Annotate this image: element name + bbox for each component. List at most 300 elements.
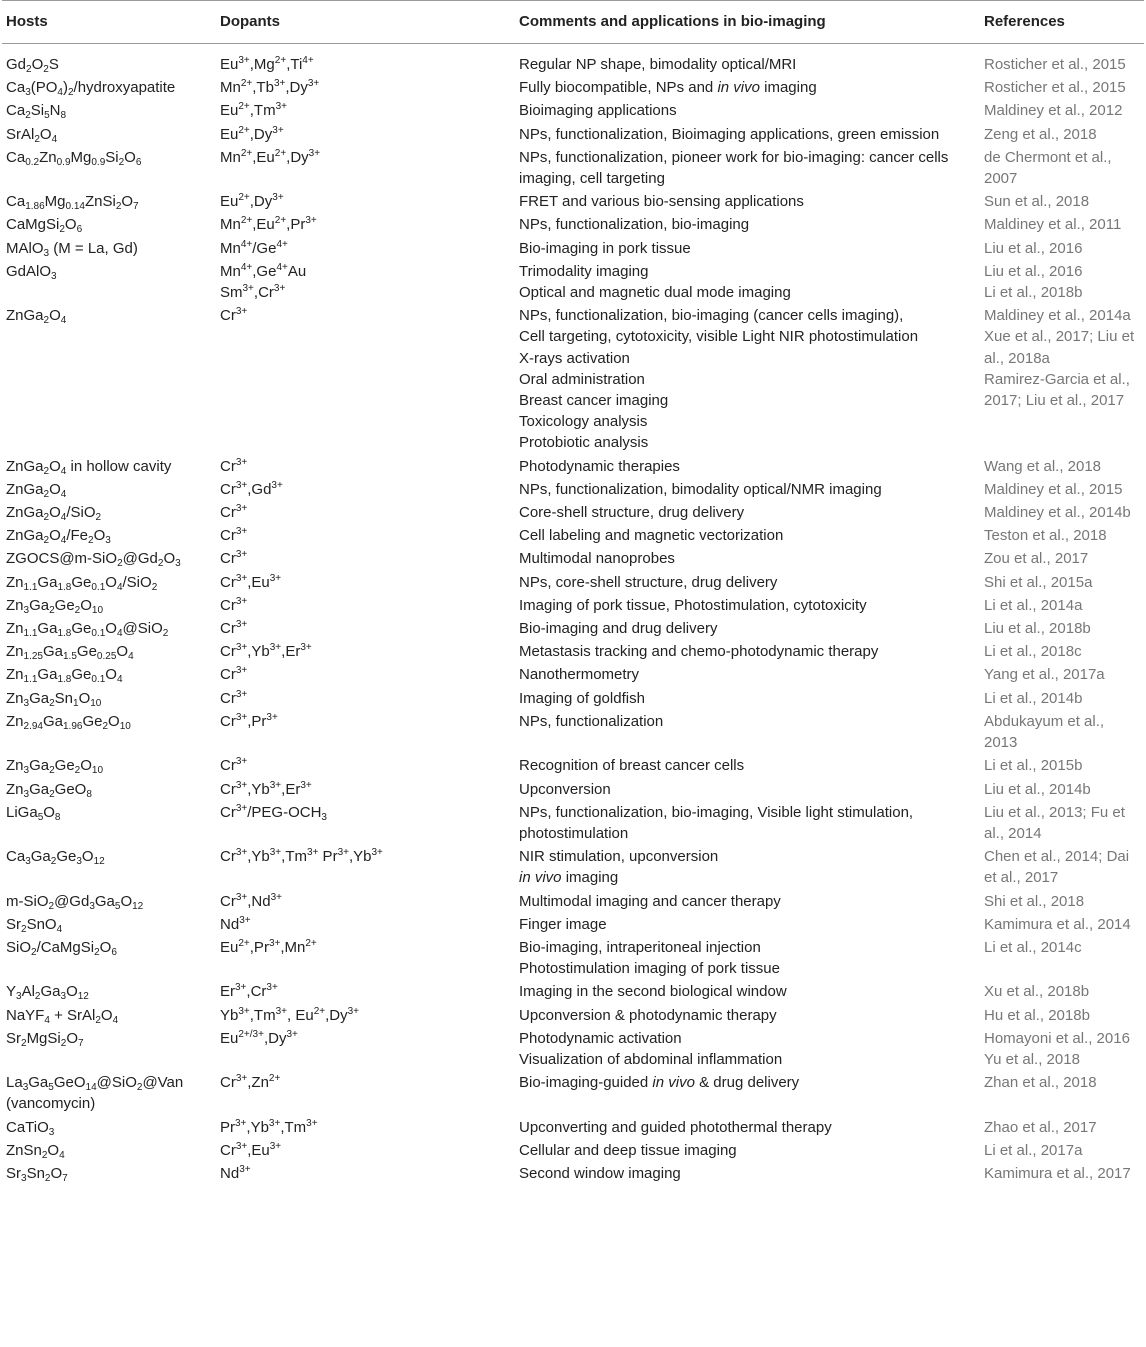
dopant-line: $Eu^{2+/3+},Dy^{3+}$ xyxy=(220,1028,298,1047)
references-cell xyxy=(980,844,1144,888)
comment-line: Bio-imaging, intraperitoneal injection xyxy=(519,938,761,956)
references-cell xyxy=(980,1070,1144,1114)
host-cell: $Sr_3Sn_2O_7$ xyxy=(6,1164,68,1184)
references-cell xyxy=(980,777,1144,800)
reference-line: Li et al., 2018b xyxy=(984,284,1083,302)
comments-cell xyxy=(515,709,980,753)
dopants-cell xyxy=(216,500,515,523)
dopant-line: $Cr^{3+}/PEG-OCH_3$ xyxy=(220,802,327,823)
reference-line: Rosticher et al., 2015 xyxy=(984,56,1126,73)
table-row xyxy=(2,212,1144,235)
dopant-line: $Eu^{2+},Pr^{3+},Mn^{2+}$ xyxy=(220,937,317,956)
dopant-line: $Cr^{3+}$ xyxy=(220,688,248,707)
table-row xyxy=(2,616,1144,639)
reference-line: Chen et al., 2014; Dai et al., 2017 xyxy=(984,848,1130,887)
header-row xyxy=(2,1,1144,44)
dopants-cell xyxy=(216,145,515,189)
dopants-cell xyxy=(216,1026,515,1070)
comments-cell xyxy=(515,662,980,685)
comments-cell xyxy=(515,500,980,523)
host-cell: $ZnGa_2O_4/Fe_2O_3$ xyxy=(6,527,111,547)
references-cell xyxy=(980,546,1144,569)
dopant-line: $Cr^{3+},Eu^{3+}$ xyxy=(220,1140,282,1159)
dopant-line: $Eu^{2+},Tm^{3+}$ xyxy=(220,101,287,120)
host-cell: $Sr_2SnO_4$ xyxy=(6,915,63,935)
host-cell: $Zn_{1.25}Ga_{1.5}Ge_{0.25}O_4$ xyxy=(6,643,134,663)
comments-cell xyxy=(515,912,980,935)
reference-line: Shi et al., 2015a xyxy=(984,573,1093,591)
comment-line: Breast cancer imaging xyxy=(519,392,669,410)
references-cell xyxy=(980,523,1144,546)
comment-line: Second window imaging xyxy=(519,1164,681,1182)
comment-line: Bioimaging applications xyxy=(519,102,677,120)
comment-line: Cellular and deep tissue imaging xyxy=(519,1141,737,1159)
table-row xyxy=(2,570,1144,593)
dopant-line: $Mn^{2+},Tb^{3+},Dy^{3+}$ xyxy=(220,78,320,97)
references-cell xyxy=(980,44,1144,76)
comment-line: X-rays activation xyxy=(519,349,630,367)
references-cell xyxy=(980,1026,1144,1070)
comment-line: Fully biocompatible, NPs and in vivo imaging xyxy=(519,79,817,97)
dopant-line: $Mn^{2+},Eu^{2+},Pr^{3+}$ xyxy=(220,215,317,234)
host-cell: $Ca_3Ga_2Ge_3O_{12}$ xyxy=(6,848,105,868)
reference-line: Maldiney et al., 2012 xyxy=(984,102,1123,120)
reference-line: Shi et al., 2018 xyxy=(984,892,1085,910)
reference-line: Kamimura et al., 2017 xyxy=(984,1164,1131,1182)
dopant-line: $Er^{3+},Cr^{3+}$ xyxy=(220,982,278,1001)
dopants-cell xyxy=(216,1070,515,1114)
host-cell: $Ca_3(PO_4)_2$/hydroxyapatite xyxy=(6,79,176,99)
references-cell xyxy=(980,454,1144,477)
comment-line: NPs, functionalization, pioneer work for bio-imaging: cancer cells imaging, cell targeting xyxy=(519,148,949,188)
dopants-cell xyxy=(216,212,515,235)
comments-cell xyxy=(515,935,980,979)
comments-cell xyxy=(515,616,980,639)
dopants-cell xyxy=(216,122,515,145)
dopants-cell xyxy=(216,662,515,685)
dopants-cell xyxy=(216,44,515,76)
comment-line: NPs, functionalization, bio-imaging, Visible light stimulation, photostimulation xyxy=(519,803,914,842)
dopants-cell xyxy=(216,844,515,888)
host-cell: $Zn_{1.1}Ga_{1.8}Ge_{0.1}O_4@SiO_2$ xyxy=(6,620,169,640)
table-row xyxy=(2,1026,1144,1070)
dopant-line: $Cr^{3+},Yb^{3+},Tm^{3+}$ $Pr^{3+},Yb^{3+}$ xyxy=(220,847,383,866)
dopants-cell xyxy=(216,303,515,453)
comment-line: NPs, functionalization xyxy=(519,712,664,730)
reference-line: Teston et al., 2018 xyxy=(984,527,1107,545)
header-dopants: Dopants xyxy=(216,1,515,44)
host-cell: $Ca_{0.2}Zn_{0.9}Mg_{0.9}Si_2O_6$ xyxy=(6,148,142,168)
host-cell: $Sr_2MgSi_2O_7$ xyxy=(6,1029,84,1049)
reference-line: Sun et al., 2018 xyxy=(984,193,1090,211)
comments-cell xyxy=(515,1026,980,1070)
dopants-cell xyxy=(216,98,515,121)
comment-line: Imaging in the second biological window xyxy=(519,983,787,1001)
comments-cell xyxy=(515,570,980,593)
comments-cell xyxy=(515,122,980,145)
references-cell xyxy=(980,593,1144,616)
comments-cell xyxy=(515,1070,980,1114)
dopants-cell xyxy=(216,639,515,662)
reference-line: Zeng et al., 2018 xyxy=(984,125,1097,143)
dopant-line: $Cr^{3+}$ xyxy=(220,526,248,545)
table-body xyxy=(2,44,1144,1185)
references-cell xyxy=(980,145,1144,189)
references-cell xyxy=(980,889,1144,912)
reference-line: Liu et al., 2014b xyxy=(984,780,1091,798)
reference-line: Li et al., 2014b xyxy=(984,689,1083,707)
dopants-cell xyxy=(216,889,515,912)
host-cell: $Zn_3Ga_2Ge_2O_{10}$ xyxy=(6,596,104,616)
references-cell xyxy=(980,1161,1144,1184)
table-row xyxy=(2,844,1144,888)
reference-line: Li et al., 2014a xyxy=(984,596,1083,614)
reference-line: Wang et al., 2018 xyxy=(984,457,1102,475)
reference-line: Maldiney et al., 2015 xyxy=(984,480,1123,498)
table-row xyxy=(2,189,1144,212)
comments-cell xyxy=(515,454,980,477)
hosts-dopants-table xyxy=(2,0,1144,1184)
comment-line: Photodynamic activation xyxy=(519,1029,682,1047)
dopant-line: $Cr^{3+},Nd^{3+}$ xyxy=(220,891,282,910)
header-comments: Comments and applications in bio-imaging xyxy=(515,1,980,44)
reference-line: Liu et al., 2018b xyxy=(984,620,1091,638)
table-row xyxy=(2,889,1144,912)
comments-cell xyxy=(515,303,980,453)
dopant-line: $Eu^{2+},Dy^{3+}$ xyxy=(220,192,284,211)
reference-line: Li et al., 2017a xyxy=(984,1141,1083,1159)
comments-cell xyxy=(515,979,980,1002)
reference-line: Hu et al., 2018b xyxy=(984,1006,1090,1024)
comments-cell xyxy=(515,753,980,776)
host-cell: $Ca_2Si_5N_8$ xyxy=(6,102,67,122)
comment-line: NPs, functionalization, Bioimaging applications, green emission xyxy=(519,125,940,143)
dopants-cell xyxy=(216,616,515,639)
comment-line: NIR stimulation, upconversion xyxy=(519,848,719,866)
table-row xyxy=(2,912,1144,935)
reference-line: Ramirez-Garcia et al., 2017; Liu et al., 2017 xyxy=(984,370,1130,410)
dopants-cell xyxy=(216,570,515,593)
comments-cell xyxy=(515,477,980,500)
comment-line: Oral administration xyxy=(519,370,645,388)
host-cell: $ZnSn_2O_4$ xyxy=(6,1141,65,1161)
references-cell xyxy=(980,709,1144,753)
references-cell xyxy=(980,616,1144,639)
references-cell xyxy=(980,500,1144,523)
dopants-cell xyxy=(216,800,515,844)
dopants-cell xyxy=(216,523,515,546)
dopants-cell xyxy=(216,1138,515,1161)
reference-line: Li et al., 2018c xyxy=(984,643,1082,661)
table-row xyxy=(2,236,1144,259)
comment-line: Cell targeting, cytotoxicity, visible Light NIR photostimulation xyxy=(519,328,919,346)
comment-line: Upconverting and guided photothermal therapy xyxy=(519,1118,832,1136)
references-cell xyxy=(980,1115,1144,1138)
dopants-cell xyxy=(216,753,515,776)
host-cell: $Zn_3Ga_2GeO_8$ xyxy=(6,780,92,800)
comments-cell xyxy=(515,236,980,259)
dopant-line: $Eu^{3+},Mg^{2+},Ti^{4+}$ xyxy=(220,55,314,73)
table-row xyxy=(2,98,1144,121)
table-row xyxy=(2,686,1144,709)
host-cell: $ZnGa_2O_4$ xyxy=(6,307,67,327)
dopants-cell xyxy=(216,686,515,709)
reference-line: Rosticher et al., 2015 xyxy=(984,79,1126,97)
comments-cell xyxy=(515,523,980,546)
comments-cell xyxy=(515,889,980,912)
dopant-line: $Cr^{3+},Zn^{2+}$ xyxy=(220,1073,281,1092)
references-cell xyxy=(980,259,1144,303)
table-row xyxy=(2,546,1144,569)
table-row xyxy=(2,523,1144,546)
dopants-cell xyxy=(216,593,515,616)
references-cell xyxy=(980,686,1144,709)
comment-line: Protobiotic analysis xyxy=(519,434,649,452)
dopant-line: $Nd^{3+}$ xyxy=(220,914,251,933)
host-cell: $Y_3Al_2Ga_3O_{12}$ xyxy=(6,983,89,1003)
reference-line: Kamimura et al., 2014 xyxy=(984,915,1131,933)
table-row xyxy=(2,777,1144,800)
dopants-cell xyxy=(216,546,515,569)
table-header xyxy=(2,1,1144,44)
comment-line: Bio-imaging and drug delivery xyxy=(519,620,718,638)
table-row xyxy=(2,1115,1144,1138)
references-cell xyxy=(980,979,1144,1002)
dopant-line: $Cr^{3+}$ xyxy=(220,665,248,684)
table-row xyxy=(2,75,1144,98)
dopant-line: $Pr^{3+},Yb^{3+},Tm^{3+}$ xyxy=(220,1117,318,1136)
reference-line: Liu et al., 2016 xyxy=(984,262,1083,280)
comment-line: NPs, core-shell structure, drug delivery xyxy=(519,573,778,591)
references-cell xyxy=(980,189,1144,212)
comments-cell xyxy=(515,1161,980,1184)
references-cell xyxy=(980,477,1144,500)
dopant-line: $Sm^{3+},Cr^{3+}$ xyxy=(220,283,286,302)
comments-cell xyxy=(515,639,980,662)
references-cell xyxy=(980,912,1144,935)
dopants-cell xyxy=(216,777,515,800)
dopant-line: $Cr^{3+}$ xyxy=(220,549,248,568)
host-cell: $La_3Ga_5GeO_{14}@SiO_2@Van$ (vancomycin) xyxy=(6,1074,184,1113)
comment-line: Photodynamic therapies xyxy=(519,457,680,475)
comments-cell xyxy=(515,546,980,569)
reference-line: Li et al., 2014c xyxy=(984,938,1082,956)
comments-cell xyxy=(515,1003,980,1026)
reference-line: Zou et al., 2017 xyxy=(984,550,1089,568)
dopants-cell xyxy=(216,477,515,500)
host-cell: $SrAl_2O_4$ xyxy=(6,125,58,145)
table-row xyxy=(2,1070,1144,1114)
dopants-cell xyxy=(216,1115,515,1138)
references-cell xyxy=(980,935,1144,979)
reference-line: Liu et al., 2013; Fu et al., 2014 xyxy=(984,803,1125,842)
dopant-line: $Cr^{3+}$ xyxy=(220,756,248,775)
references-cell xyxy=(980,800,1144,844)
comment-line: Upconversion & photodynamic therapy xyxy=(519,1006,777,1024)
comment-line: NPs, functionalization, bio-imaging xyxy=(519,216,750,234)
reference-line: Maldiney et al., 2014a xyxy=(984,307,1131,325)
comments-cell xyxy=(515,259,980,303)
host-cell: $Gd_2O_2S$ xyxy=(6,56,59,75)
comments-cell xyxy=(515,189,980,212)
comment-line: Bio-imaging in pork tissue xyxy=(519,239,691,257)
comment-line: in vivo imaging xyxy=(519,869,619,887)
comments-cell xyxy=(515,75,980,98)
table-row xyxy=(2,1138,1144,1161)
dopant-line: $Cr^{3+}$ xyxy=(220,306,248,325)
dopant-line: $Cr^{3+}$ xyxy=(220,595,248,614)
table-row xyxy=(2,979,1144,1002)
host-cell: GdAlO$_3$ xyxy=(6,262,57,282)
comment-line: Cell labeling and magnetic vectorization xyxy=(519,527,784,545)
header-hosts: Hosts xyxy=(2,1,216,44)
host-cell: $Zn_{1.1}Ga_{1.8}Ge_{0.1}O_4$ xyxy=(6,666,123,686)
dopant-line: $Mn^{2+},Eu^{2+},Dy^{3+}$ xyxy=(220,147,321,166)
dopants-cell xyxy=(216,709,515,753)
references-cell xyxy=(980,75,1144,98)
host-cell: $CaMgSi_2O_6$ xyxy=(6,216,83,236)
table-row xyxy=(2,800,1144,844)
references-cell xyxy=(980,1138,1144,1161)
table-row xyxy=(2,303,1144,453)
dopants-cell xyxy=(216,1161,515,1184)
comment-line: FRET and various bio-sensing applications xyxy=(519,193,804,211)
comment-line: NPs, functionalization, bio-imaging (cancer cells imaging), xyxy=(519,307,904,325)
host-cell: $ZGOCS@m-SiO_2@Gd_2O_3$ xyxy=(6,550,181,570)
comment-line: Metastasis tracking and chemo-photodynamic therapy xyxy=(519,643,879,661)
comment-line: Regular NP shape, bimodality optical/MRI xyxy=(519,56,797,73)
table-row xyxy=(2,44,1144,76)
references-cell xyxy=(980,236,1144,259)
host-cell: $ZnGa_2O_4/SiO_2$ xyxy=(6,504,102,524)
reference-line: Yang et al., 2017a xyxy=(984,666,1105,684)
comments-cell xyxy=(515,1138,980,1161)
reference-line: Liu et al., 2016 xyxy=(984,239,1083,257)
reference-line: Li et al., 2015b xyxy=(984,757,1083,775)
comments-cell xyxy=(515,593,980,616)
table-row xyxy=(2,753,1144,776)
host-cell: $LiGa_5O_8$ xyxy=(6,803,61,823)
reference-line: Yu et al., 2018 xyxy=(984,1050,1080,1068)
table-row xyxy=(2,454,1144,477)
comment-line: Toxicology analysis xyxy=(519,413,648,431)
host-cell: $m-SiO_2@Gd_3Ga_5O_{12}$ xyxy=(6,892,144,912)
comment-line: Core-shell structure, drug delivery xyxy=(519,504,745,522)
dopants-cell xyxy=(216,75,515,98)
host-cell: $Zn_{2.94}Ga_{1.96}Ge_2O_{10}$ xyxy=(6,712,131,732)
reference-line: Zhan et al., 2018 xyxy=(984,1074,1097,1092)
comments-cell xyxy=(515,800,980,844)
comment-line: Imaging of pork tissue, Photostimulation, cytotoxicity xyxy=(519,596,867,614)
reference-line: Xue et al., 2017; Liu et al., 2018a xyxy=(984,328,1135,367)
dopants-cell xyxy=(216,259,515,303)
comments-cell xyxy=(515,145,980,189)
table-row xyxy=(2,122,1144,145)
dopant-line: $Cr^{3+}$ xyxy=(220,456,248,475)
table-row xyxy=(2,662,1144,685)
reference-line: de Chermont et al., 2007 xyxy=(984,148,1112,188)
host-cell: $Zn_3Ga_2Ge_2O_{10}$ xyxy=(6,757,104,777)
reference-line: Homayoni et al., 2016 xyxy=(984,1029,1130,1047)
references-cell xyxy=(980,639,1144,662)
references-cell xyxy=(980,212,1144,235)
host-cell: $ZnGa_2O_4$ in hollow cavity xyxy=(6,457,172,477)
comment-line: Multimodal nanoprobes xyxy=(519,550,675,568)
dopants-cell xyxy=(216,912,515,935)
references-cell xyxy=(980,122,1144,145)
table-row xyxy=(2,709,1144,753)
references-cell xyxy=(980,303,1144,453)
host-cell: $SiO_2/CaMgSi_2O_6$ xyxy=(6,938,117,958)
dopant-line: $Cr^{3+}$ xyxy=(220,503,248,522)
header-references: References xyxy=(980,1,1144,44)
reference-line: Maldiney et al., 2011 xyxy=(984,216,1122,234)
host-cell: CaTiO$_3$ xyxy=(6,1118,55,1138)
reference-line: Maldiney et al., 2014b xyxy=(984,504,1131,522)
comment-line: Photostimulation imaging of pork tissue xyxy=(519,960,780,978)
table-row xyxy=(2,593,1144,616)
reference-line: Zhao et al., 2017 xyxy=(984,1118,1097,1136)
dopant-line: $Mn^{4+}/Ge^{4+}$ xyxy=(220,238,288,257)
references-cell xyxy=(980,662,1144,685)
host-cell: NaYF$_4$ + $SrAl_2O_4$ xyxy=(6,1006,119,1026)
dopants-cell xyxy=(216,935,515,979)
comment-line: Visualization of abdominal inflammation xyxy=(519,1050,783,1068)
dopant-line: $Mn^{4+},Ge^{4+}Au$ xyxy=(220,261,307,280)
dopant-line: $Eu^{2+},Dy^{3+}$ xyxy=(220,124,284,143)
host-cell: $Ca_{1.86}Mg_{0.14}ZnSi_2O_7$ xyxy=(6,193,139,213)
comment-line: Imaging of goldfish xyxy=(519,689,645,707)
dopants-cell xyxy=(216,189,515,212)
comments-cell xyxy=(515,44,980,76)
dopants-cell xyxy=(216,454,515,477)
dopant-line: $Cr^{3+},Eu^{3+}$ xyxy=(220,572,282,591)
comments-cell xyxy=(515,777,980,800)
host-cell: $Zn_{1.1}Ga_{1.8}Ge_{0.1}O_4/SiO_2$ xyxy=(6,573,158,593)
dopant-line: $Yb^{3+},Tm^{3+}$, $Eu^{2+},Dy^{3+}$ xyxy=(220,1005,359,1024)
comment-line: Trimodality imaging xyxy=(519,262,649,280)
table-row xyxy=(2,935,1144,979)
references-cell xyxy=(980,753,1144,776)
comment-line: Multimodal imaging and cancer therapy xyxy=(519,892,781,910)
references-cell xyxy=(980,98,1144,121)
comment-line: Bio-imaging-guided in vivo & drug delivery xyxy=(519,1074,800,1092)
dopant-line: $Cr^{3+}$ xyxy=(220,619,248,638)
references-cell xyxy=(980,1003,1144,1026)
dopants-cell xyxy=(216,236,515,259)
dopant-line: $Cr^{3+},Gd^{3+}$ xyxy=(220,479,283,498)
table-row xyxy=(2,259,1144,303)
table-row xyxy=(2,1003,1144,1026)
reference-line: Xu et al., 2018b xyxy=(984,983,1090,1001)
table-row xyxy=(2,145,1144,189)
dopant-line: $Cr^{3+},Yb^{3+},Er^{3+}$ xyxy=(220,642,312,661)
comments-cell xyxy=(515,686,980,709)
comments-cell xyxy=(515,98,980,121)
comment-line: Upconversion xyxy=(519,780,611,798)
host-cell: MAlO$_3$ (M = La, Gd) xyxy=(6,239,138,259)
dopants-cell xyxy=(216,979,515,1002)
host-cell: $Zn_3Ga_2Sn_1O_{10}$ xyxy=(6,689,102,709)
dopant-line: $Cr^{3+},Yb^{3+},Er^{3+}$ xyxy=(220,779,312,798)
table-row xyxy=(2,639,1144,662)
references-cell xyxy=(980,570,1144,593)
comment-line: Recognition of breast cancer cells xyxy=(519,757,745,775)
comments-cell xyxy=(515,844,980,888)
host-cell: $ZnGa_2O_4$ xyxy=(6,480,67,500)
table-row xyxy=(2,1161,1144,1184)
dopants-cell xyxy=(216,1003,515,1026)
